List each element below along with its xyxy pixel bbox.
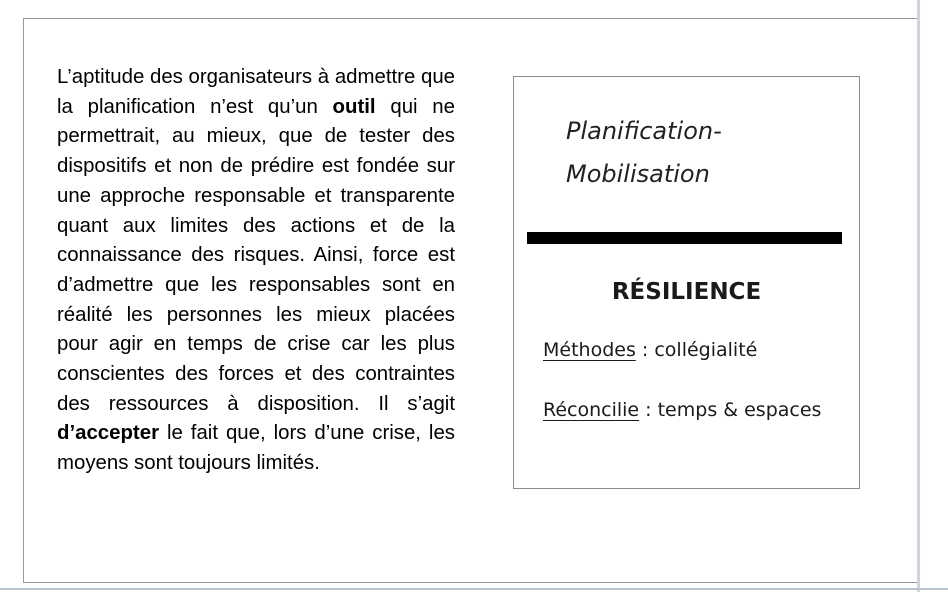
card-title-line-2: Mobilisation <box>566 160 710 188</box>
card-divider <box>527 232 842 244</box>
item-term: Réconcilie <box>543 399 640 421</box>
page-right-edge <box>917 0 920 592</box>
card-item-methodes <box>543 333 833 367</box>
page-bottom-edge <box>0 588 948 590</box>
card-title-line-1: Planification- <box>566 117 722 145</box>
card-heading: RÉSILIENCE <box>611 279 762 305</box>
item-value: : temps & espaces <box>639 399 822 421</box>
paragraph-text-1: L’aptitude des organisateurs à admettre que la planification n’est qu’un <box>57 66 455 118</box>
paragraph-text-3: le fait que, lors d’une crise, les moyens sont toujours limités. <box>57 422 455 475</box>
item-term: Méthodes <box>543 339 636 361</box>
resilience-card <box>513 76 860 489</box>
paragraph-text-2: qui ne permettrait, au mieux, que de tester des dispositifs et non de prédire est fondée sur une approche responsable et transparente quant aux limites des actions et de la connaissance des risques. Ainsi, force est d’admettre que les responsables sont en réalité les personnes les mieux placées pour agir en temps de crise car les plus conscientes des forces et des contraintes des ressources à disposition. Il s’agit <box>57 95 455 415</box>
item-value: : collégialité <box>635 339 758 361</box>
card-item-reconcilie <box>543 393 833 427</box>
card-title <box>566 110 722 196</box>
body-paragraph <box>57 63 455 479</box>
bold-accepter: d’accepter <box>57 422 160 445</box>
bold-outil: outil <box>332 95 376 118</box>
